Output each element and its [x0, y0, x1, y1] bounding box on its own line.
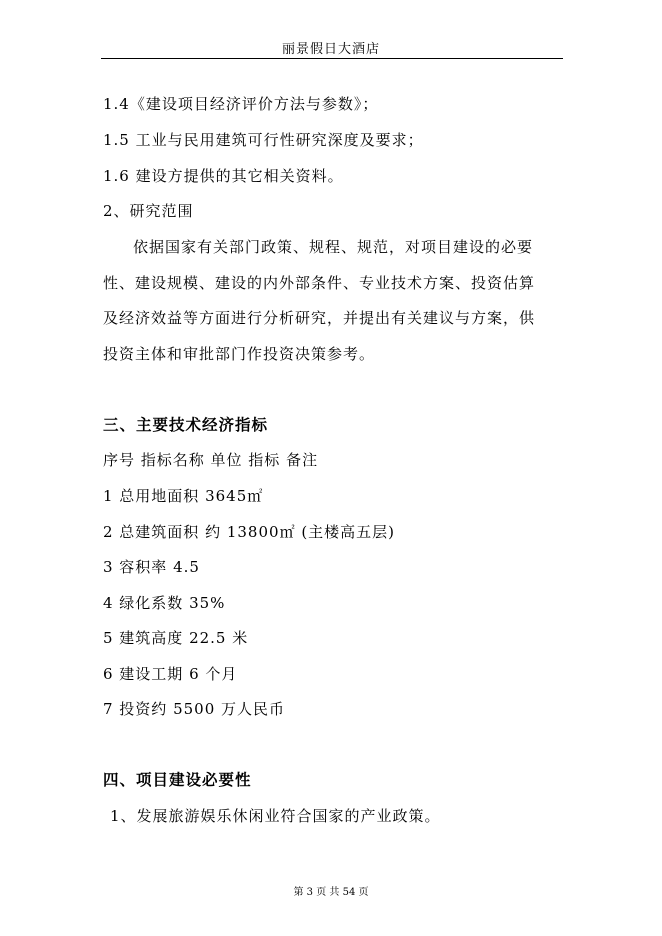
indicator-item: 3 容积率 4.5 — [103, 558, 200, 576]
indicator-item: 5 建筑高度 22.5 米 — [103, 629, 249, 647]
header-divider — [101, 58, 563, 59]
indicator-table-header: 序号 指标名称 单位 指标 备注 — [103, 451, 319, 469]
paragraph-line: 投资主体和审批部门作投资决策参考。 — [103, 345, 376, 363]
indicator-item: 6 建设工期 6 个月 — [103, 665, 238, 683]
body-line: 1.5 工业与民用建筑可行性研究深度及要求； — [103, 131, 424, 149]
body-line: 1.6 建设方提供的其它相关资料。 — [103, 167, 344, 185]
body-line: 1.4《建设项目经济评价方法与参数》； — [103, 95, 379, 113]
paragraph-line: 及经济效益等方面进行分析研究，并提出有关建议与方案，供 — [103, 309, 536, 327]
paragraph-line: 依据国家有关部门政策、规程、规范，对项目建设的必要 — [133, 238, 534, 256]
section-heading: 四、项目建设必要性 — [103, 770, 252, 789]
necessity-item: 1、发展旅游娱乐休闲业符合国家的产业政策。 — [110, 807, 441, 825]
section-heading: 三、主要技术经济指标 — [103, 415, 269, 434]
indicator-item: 4 绿化系数 35% — [103, 594, 226, 612]
page-header-title: 丽景假日大酒店 — [281, 42, 380, 57]
indicator-item: 2 总建筑面积 约 13800㎡ (主楼高五层) — [103, 523, 396, 541]
subsection-heading: 2、研究范围 — [103, 202, 194, 220]
indicator-item: 1 总用地面积 3645㎡ — [103, 487, 264, 505]
page-number-footer: 第 3 页 共 54 页 — [293, 887, 369, 898]
indicator-item: 7 投资约 5500 万人民币 — [103, 700, 286, 718]
paragraph-line: 性、建设规模、建设的内外部条件、专业技术方案、投资估算 — [103, 274, 536, 292]
